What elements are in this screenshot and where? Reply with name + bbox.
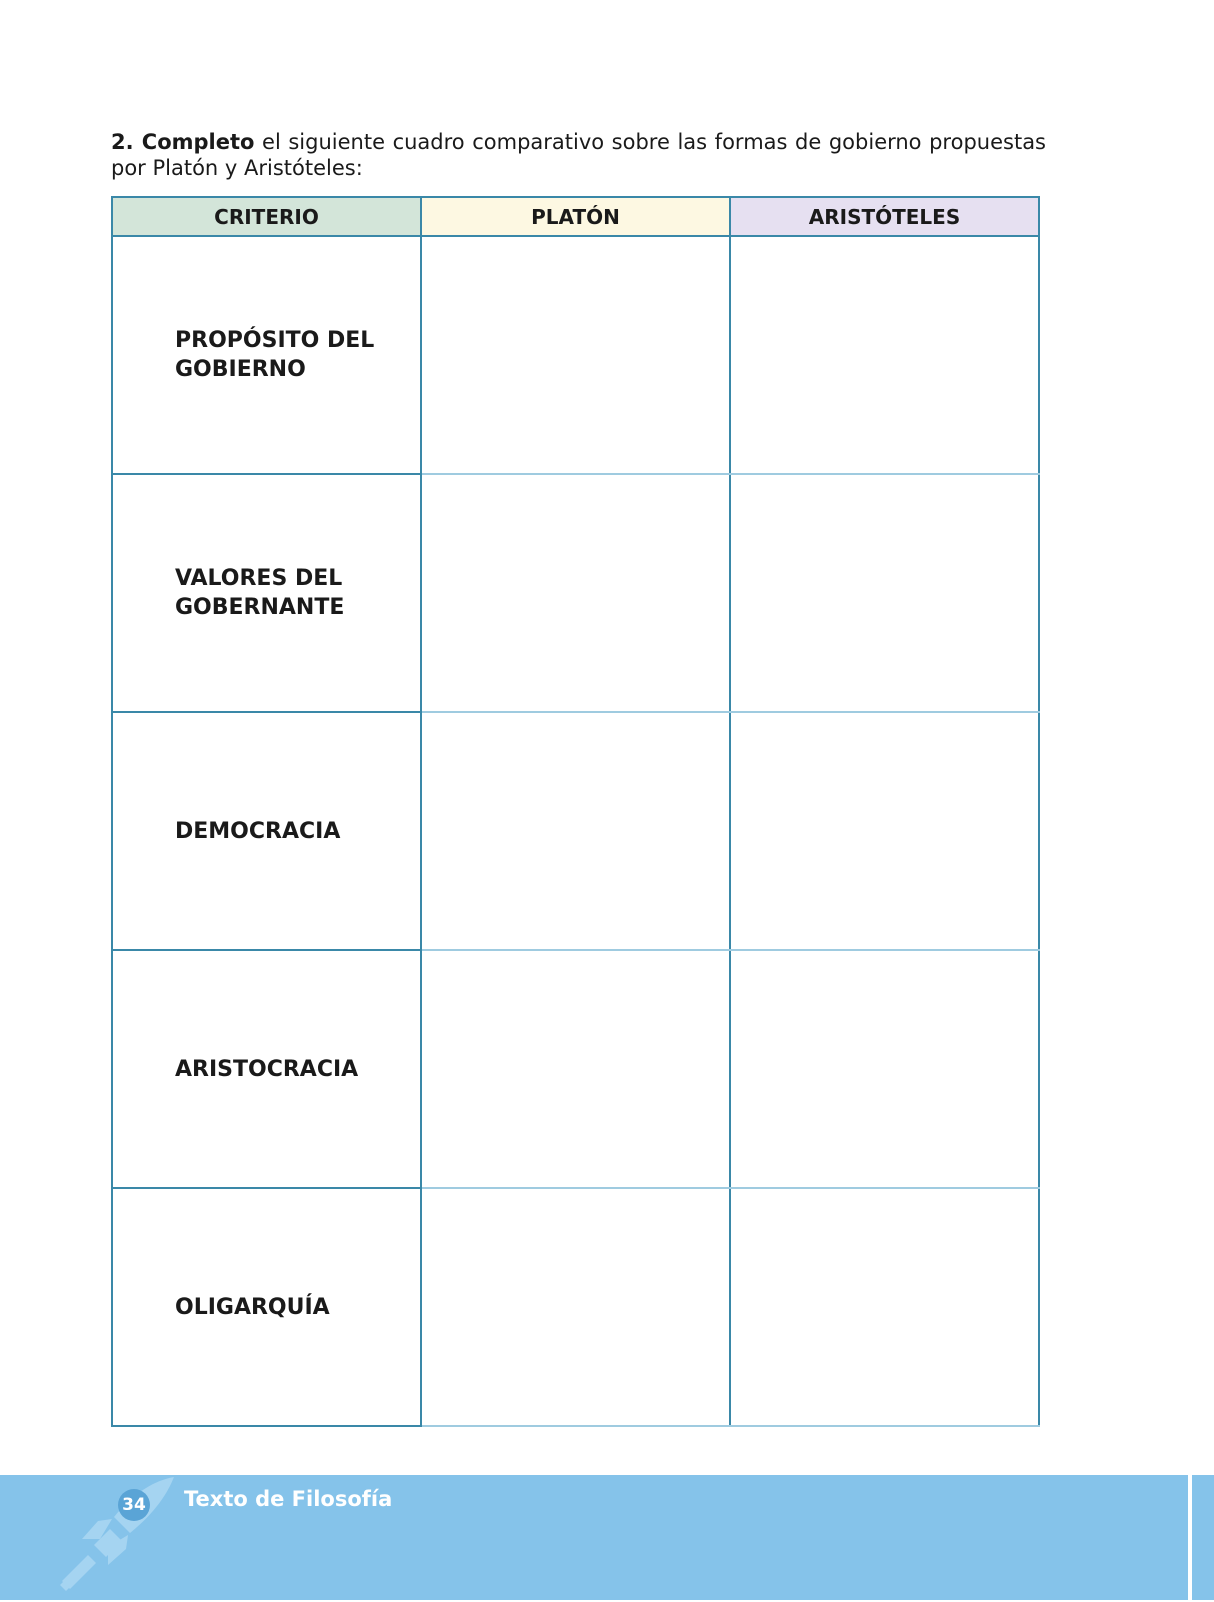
footer-bar bbox=[0, 1475, 1214, 1600]
rocket-icon bbox=[52, 1467, 182, 1602]
header-aristoteles: ARISTÓTELES bbox=[730, 197, 1039, 236]
criterion-cell bbox=[112, 712, 421, 950]
criterion-label-line1: ARISTOCRACIA bbox=[175, 1056, 359, 1082]
aristoteles-answer-cell[interactable] bbox=[730, 236, 1039, 474]
table-row bbox=[112, 950, 1039, 1188]
footer-title: Texto de Filosofía bbox=[184, 1487, 393, 1511]
instruction-body: el siguiente cuadro comparativo sobre las formas de gobierno propuestas por Platón y Aristóteles: bbox=[111, 130, 1046, 180]
criterion-label-line2: GOBERNANTE bbox=[175, 595, 345, 620]
criterion-cell bbox=[112, 236, 421, 474]
platon-answer-cell[interactable] bbox=[421, 236, 730, 474]
aristoteles-answer-cell[interactable] bbox=[730, 712, 1039, 950]
criterion-label-line1: VALORES DEL bbox=[175, 566, 343, 591]
table-header-row bbox=[112, 197, 1039, 236]
criterion-label-line1: PROPÓSITO DEL bbox=[175, 328, 375, 353]
platon-answer-cell[interactable] bbox=[421, 1188, 730, 1426]
criterion-label-line1: DEMOCRACIA bbox=[175, 818, 341, 844]
criterion-label-line1: OLIGARQUÍA bbox=[175, 1294, 330, 1320]
criterion-cell bbox=[112, 1188, 421, 1426]
table-row bbox=[112, 474, 1039, 712]
aristoteles-answer-cell[interactable] bbox=[730, 1188, 1039, 1426]
instruction-text bbox=[111, 129, 1046, 181]
table-row bbox=[112, 712, 1039, 950]
criterion-cell bbox=[112, 950, 421, 1188]
footer-edge-divider bbox=[1188, 1475, 1192, 1600]
aristoteles-answer-cell[interactable] bbox=[730, 950, 1039, 1188]
header-platon: PLATÓN bbox=[421, 197, 730, 236]
table-row bbox=[112, 236, 1039, 474]
platon-answer-cell[interactable] bbox=[421, 712, 730, 950]
table-row bbox=[112, 1188, 1039, 1426]
criterion-label-line2: GOBIERNO bbox=[175, 357, 306, 382]
page-number-badge: 34 bbox=[118, 1489, 150, 1521]
comparison-table bbox=[111, 196, 1040, 1427]
platon-answer-cell[interactable] bbox=[421, 950, 730, 1188]
platon-answer-cell[interactable] bbox=[421, 474, 730, 712]
instruction-number: 2. Completo bbox=[111, 130, 255, 154]
aristoteles-answer-cell[interactable] bbox=[730, 474, 1039, 712]
header-criterio: CRITERIO bbox=[112, 197, 421, 236]
criterion-cell bbox=[112, 474, 421, 712]
